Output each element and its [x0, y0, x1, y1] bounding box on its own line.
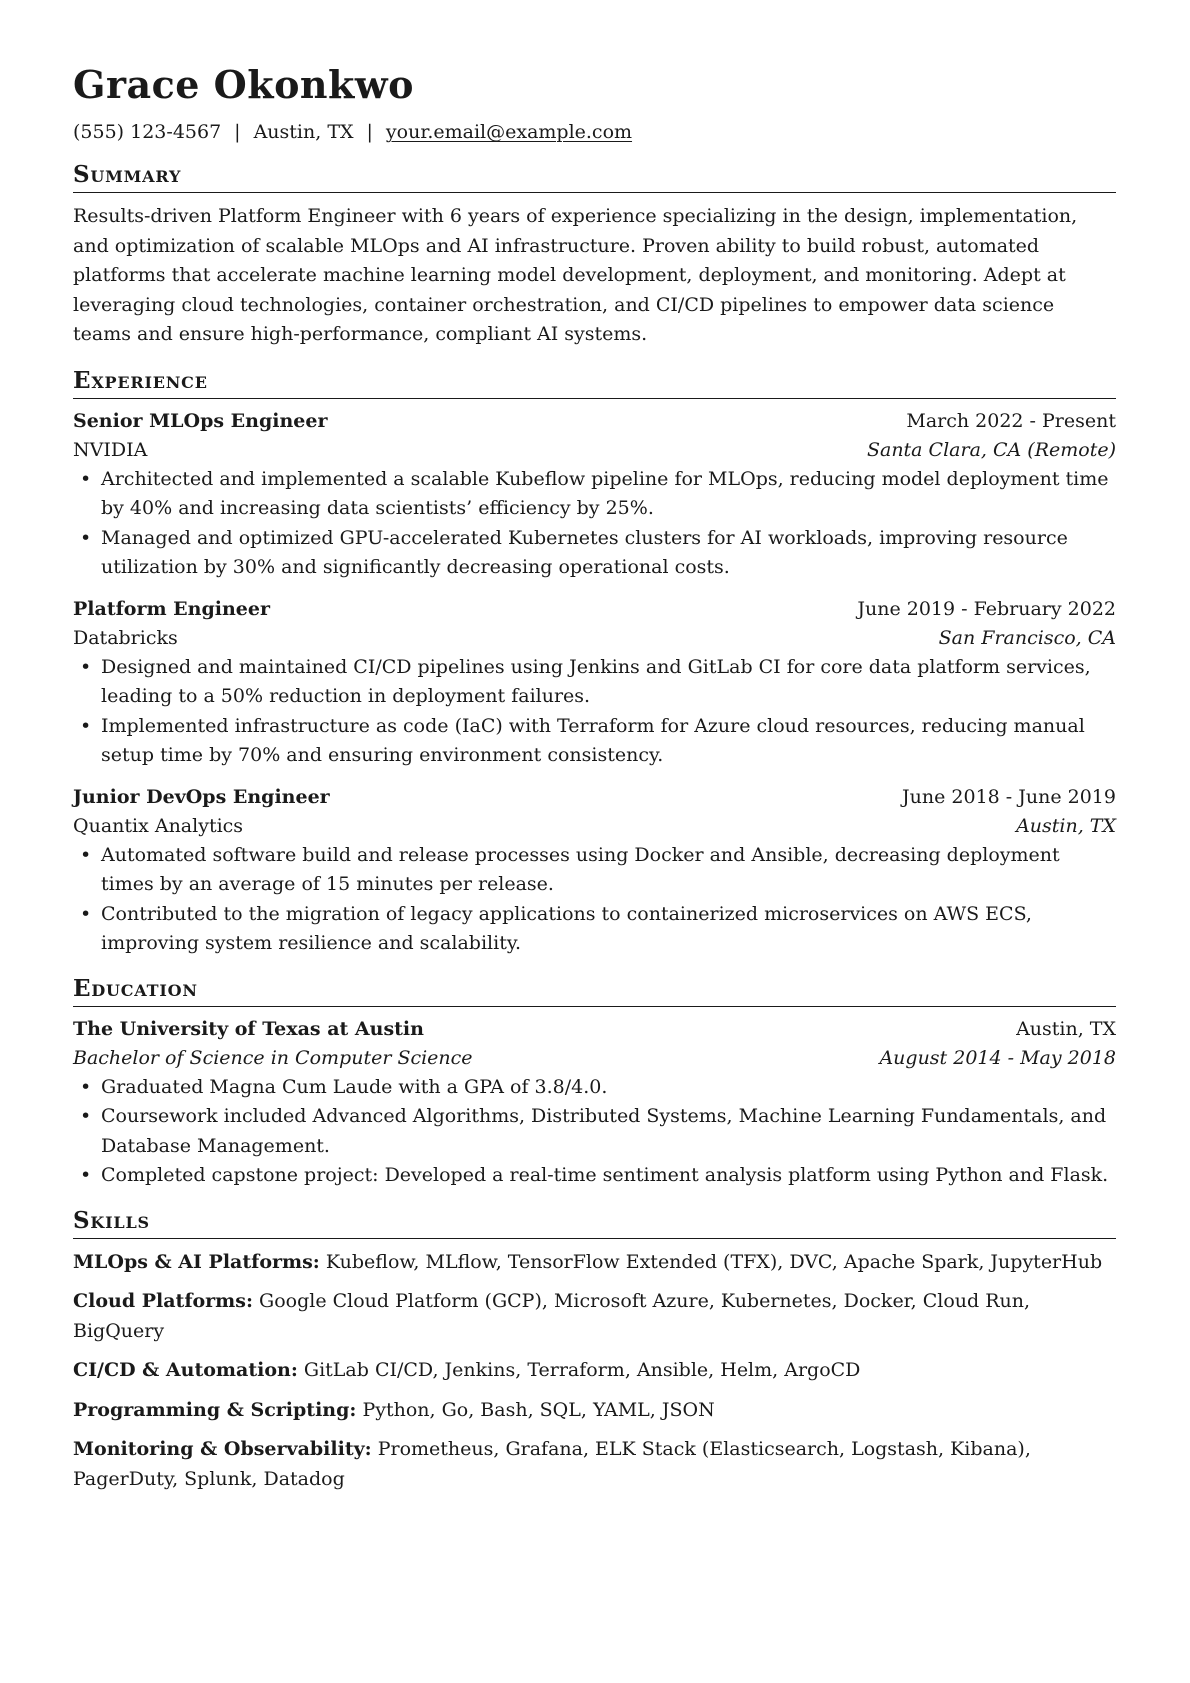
bullet-icon: •	[80, 843, 92, 866]
skill-category: MLOps & AI Platforms:	[73, 1250, 320, 1273]
skill-values: Python, Go, Bash, SQL, YAML, JSON	[362, 1398, 715, 1421]
list-item	[73, 524, 1116, 583]
skill-category: Monitoring & Observability:	[73, 1438, 372, 1460]
bullet-text: Designed and maintained CI/CD pipelines using Jenkins and GitLab CI for core data platform services, leading to a 50% reduction in deployment failures.	[101, 655, 1091, 707]
list-item	[73, 900, 1116, 959]
job-dates: June 2018 - June 2019	[902, 785, 1116, 808]
skill-category: CI/CD & Automation:	[73, 1359, 298, 1381]
contact-separator: |	[366, 121, 373, 143]
skill-values: Prometheus, Grafana, ELK Stack (Elasticsearch, Logstash, Kibana), PagerDuty, Splunk, Datadog	[73, 1438, 1031, 1490]
school-location: Austin, TX	[1016, 1017, 1116, 1040]
company-name: Databricks	[73, 626, 178, 649]
bullet-text: Implemented infrastructure as code (IaC) with Terraform for Azure cloud resources, reducing manual setup time by 70% and ensuring environment consistency.	[101, 714, 1085, 766]
experience-entry	[73, 783, 1116, 959]
job-header	[73, 595, 1116, 624]
section-title-experience: Experience	[73, 368, 1116, 399]
skill-category: Cloud Platforms:	[73, 1290, 253, 1312]
skill-category: Programming & Scripting:	[73, 1398, 357, 1421]
candidate-name: Grace Okonkwo	[73, 62, 414, 107]
contact-line	[73, 120, 1116, 144]
bullet-icon: •	[80, 902, 92, 925]
skill-row	[73, 1356, 1116, 1386]
section-title-summary: Summary	[73, 162, 1116, 193]
bullet-text: Completed capstone project: Developed a real-time sentiment analysis platform using Python and Flask.	[101, 1164, 1109, 1186]
job-bullets	[73, 465, 1116, 583]
skill-row	[73, 1435, 1116, 1494]
bullet-icon: •	[80, 655, 92, 678]
bullet-icon: •	[80, 1105, 92, 1127]
company-name: Quantix Analytics	[73, 814, 244, 837]
job-header	[73, 407, 1116, 436]
company-line	[73, 436, 1116, 465]
job-dates: March 2022 - Present	[906, 409, 1116, 432]
bullet-text: Architected and implemented a scalable Kubeflow pipeline for MLOps, reducing model deployment time by 40% and increasing data scientists’ efficiency by 25%.	[101, 467, 1109, 519]
school-header	[73, 1015, 1116, 1044]
skill-row	[73, 1287, 1116, 1346]
company-line	[73, 812, 1116, 841]
skill-values: Kubeflow, MLflow, TensorFlow Extended (TFX), DVC, Apache Spark, JupyterHub	[325, 1250, 1103, 1273]
education-bullets	[73, 1073, 1116, 1191]
degree-line	[73, 1044, 1116, 1073]
job-title: Platform Engineer	[73, 597, 270, 620]
job-bullets	[73, 841, 1116, 959]
bullet-icon: •	[80, 1075, 92, 1098]
job-title: Senior MLOps Engineer	[73, 409, 328, 432]
skills-list	[73, 1248, 1116, 1495]
section-title-skills: Skills	[73, 1208, 1116, 1239]
job-location: Santa Clara, CA (Remote)	[866, 438, 1116, 461]
section-title-education: Education	[73, 976, 1116, 1007]
company-name: NVIDIA	[73, 438, 148, 461]
job-header	[73, 783, 1116, 812]
bullet-icon: •	[80, 526, 92, 549]
experience-entry	[73, 595, 1116, 771]
phone-number: (555) 123-4567	[73, 121, 222, 143]
job-location: Austin, TX	[1016, 814, 1116, 837]
education-entry	[73, 1015, 1116, 1191]
contact-separator: |	[234, 121, 241, 143]
list-item	[73, 1161, 1116, 1191]
list-item	[73, 1073, 1116, 1103]
list-item	[73, 712, 1116, 771]
school-name: The University of Texas at Austin	[73, 1017, 424, 1040]
education-dates: August 2014 - May 2018	[879, 1046, 1116, 1069]
company-line	[73, 624, 1116, 653]
skill-values: Google Cloud Platform (GCP), Microsoft Azure, Kubernetes, Docker, Cloud Run, BigQuery	[73, 1290, 1031, 1342]
bullet-text: Contributed to the migration of legacy applications to containerized microservices on AWS ECS, improving system resilience and scalability.	[101, 902, 1032, 954]
list-item	[73, 653, 1116, 712]
bullet-text: Automated software build and release processes using Docker and Ansible, decreasing deployment times by an average of 15 minutes per release.	[101, 843, 1060, 895]
bullet-text: Graduated Magna Cum Laude with a GPA of 3.8/4.0.	[101, 1075, 608, 1098]
list-item	[73, 841, 1116, 900]
job-location: San Francisco, CA	[938, 626, 1116, 649]
job-title: Junior DevOps Engineer	[73, 785, 330, 808]
job-dates: June 2019 - February 2022	[857, 597, 1116, 620]
experience-entry	[73, 407, 1116, 583]
list-item	[73, 465, 1116, 524]
bullet-icon: •	[80, 467, 92, 490]
degree: Bachelor of Science in Computer Science	[73, 1046, 473, 1069]
location: Austin, TX	[253, 121, 354, 143]
summary-text: Results-driven Platform Engineer with 6 years of experience specializing in the design, implementation, and optimization of scalable MLOps and AI infrastructure. Proven ability to build robust, automated platforms that accelerate machine learning model development, deployment, and monitoring. Adept at leveraging cloud technologies, container orchestration, and CI/CD pipelines to empower data science teams and ensure high-performance, compliant AI systems.	[73, 205, 1078, 345]
bullet-icon: •	[80, 714, 92, 737]
job-bullets	[73, 653, 1116, 771]
skill-row	[73, 1396, 1116, 1426]
bullet-icon: •	[80, 1164, 92, 1186]
bullet-text: Coursework included Advanced Algorithms, Distributed Systems, Machine Learning Fundamentals, and Database Management.	[101, 1105, 1107, 1157]
bullet-text: Managed and optimized GPU-accelerated Kubernetes clusters for AI workloads, improving resource utilization by 30% and significantly decreasing operational costs.	[101, 526, 1068, 578]
skill-row	[73, 1248, 1116, 1278]
skill-values: GitLab CI/CD, Jenkins, Terraform, Ansible, Helm, ArgoCD	[303, 1359, 861, 1381]
email-link[interactable]: your.email@example.com	[385, 121, 633, 143]
list-item	[73, 1102, 1116, 1161]
